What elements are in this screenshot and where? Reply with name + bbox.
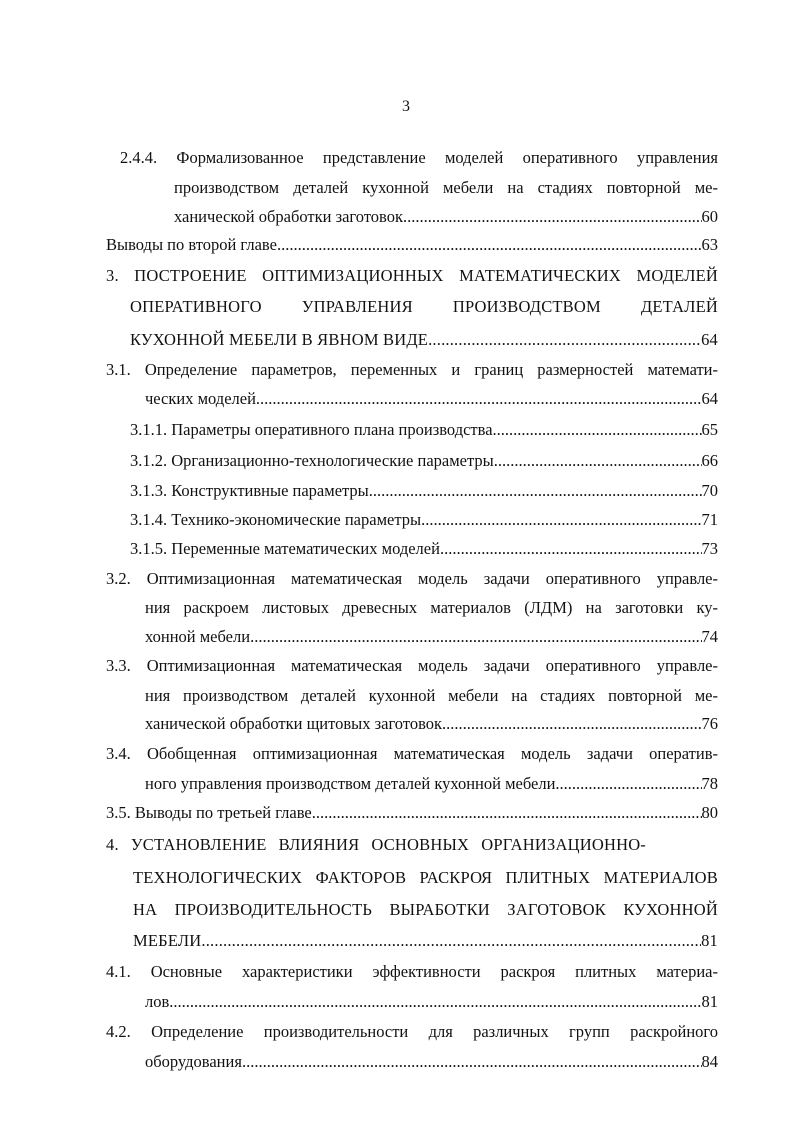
toc-page-number: 60: [701, 207, 718, 226]
dot-leader: [440, 539, 702, 559]
toc-entry-text: 3.4. Обобщенная оптимизационная математическая модель задачи оператив-: [106, 744, 718, 763]
toc-entry-text: 3.3. Оптимизационная математическая модель задачи оперативного управле-: [106, 656, 718, 675]
toc-page-number: 63: [701, 235, 718, 254]
toc-leader-line: [130, 330, 718, 350]
dot-leader: [555, 774, 701, 794]
toc-entry-text: 4.2. Определение производительности для различных групп раскройного: [106, 1022, 718, 1041]
toc-leader-line: [106, 235, 718, 255]
toc-entry-text: ния производством деталей кухонной мебели на стадиях повторной ме-: [145, 686, 718, 705]
dot-leader: [494, 451, 702, 471]
toc-entry-text: 3.1.3. Конструктивные параметры: [130, 481, 369, 500]
toc-page-number: 73: [701, 539, 718, 558]
dot-leader: [442, 714, 701, 734]
toc-entry-text: ния раскроем листовых древесных материалов (ЛДМ) на заготовки ку-: [145, 598, 718, 617]
toc-page-number: 76: [701, 714, 718, 733]
toc-chapter-title: КУХОННОЙ МЕБЕЛИ В ЯВНОМ ВИДЕ: [130, 330, 429, 349]
toc-entry-text: ханической обработки заготовок: [174, 207, 404, 226]
toc-page-number: 84: [701, 1052, 718, 1071]
toc-entry-text: ханической обработки щитовых заготовок: [145, 714, 443, 733]
toc-chapter-title: 4. УСТАНОВЛЕНИЕ ВЛИЯНИЯ ОСНОВНЫХ ОРГАНИЗАЦИОННО-: [106, 835, 646, 854]
toc-chapter-title: НА ПРОИЗВОДИТЕЛЬНОСТЬ ВЫРАБОТКИ ЗАГОТОВОК КУХОННОЙ: [133, 900, 718, 919]
toc-page-number: 81: [701, 931, 718, 950]
toc-leader-line: [145, 1052, 718, 1072]
toc-leader-line: [174, 207, 718, 227]
dot-leader: [312, 803, 702, 823]
toc-leader-line: [145, 774, 718, 794]
toc-entry-text: оборудования: [145, 1052, 242, 1071]
toc-entry-text: 3.2. Оптимизационная математическая модель задачи оперативного управле-: [106, 569, 718, 588]
toc-entry-3-1-1[interactable]: [130, 420, 718, 440]
toc-page-number: 81: [701, 992, 718, 1011]
dot-leader: [201, 931, 701, 951]
toc-entry-text: 3.1.1. Параметры оперативного плана производства: [130, 420, 493, 439]
toc-entry-text: 3.1.4. Технико-экономические параметры: [130, 510, 422, 529]
toc-entry-text: 3.1. Определение параметров, переменных и границ размерностей математи-: [106, 360, 718, 379]
toc-page-number: 70: [701, 481, 718, 500]
toc-leader-line: [145, 389, 718, 409]
dot-leader: [493, 420, 702, 440]
dot-leader: [403, 207, 701, 227]
toc-entry-text: лов: [145, 992, 170, 1011]
dot-leader: [428, 330, 701, 350]
toc-leader-line: [145, 992, 718, 1012]
dot-leader: [256, 389, 702, 409]
toc-chapter-title: 3. ПОСТРОЕНИЕ ОПТИМИЗАЦИОННЫХ МАТЕМАТИЧЕСКИХ МОДЕЛЕЙ: [106, 266, 718, 285]
toc-chapter-title: МЕБЕЛИ: [133, 931, 202, 950]
toc-leader-line: [133, 931, 718, 951]
toc-page-number: 71: [701, 510, 718, 529]
toc-entry-text: 2.4.4. Формализованное представление моделей оперативного управления: [120, 148, 718, 167]
toc-page-number: 66: [701, 451, 718, 470]
toc-entry-3-1-3[interactable]: [130, 481, 718, 501]
toc-page-number: 74: [701, 627, 718, 646]
toc-entry-text: 4.1. Основные характеристики эффективности раскроя плитных материа-: [106, 962, 718, 981]
toc-entry-text: 3.1.2. Организационно-технологические параметры: [130, 451, 494, 470]
toc-entry-text: Выводы по второй главе: [106, 235, 277, 254]
toc-entry-text: производством деталей кухонной мебели на стадиях повторной ме-: [174, 178, 718, 197]
toc-entry-3-1-5[interactable]: [130, 539, 718, 559]
toc-chapter-title: ТЕХНОЛОГИЧЕСКИХ ФАКТОРОВ РАСКРОЯ ПЛИТНЫХ МАТЕРИАЛОВ: [133, 868, 718, 887]
dot-leader: [169, 992, 701, 1012]
toc-entry-text: ного управления производством деталей кухонной мебели: [145, 774, 556, 793]
dot-leader: [369, 481, 702, 501]
dot-leader: [277, 235, 702, 255]
toc-entry-3-1-4[interactable]: [130, 510, 718, 530]
dot-leader: [421, 510, 701, 530]
toc-page-number: 78: [701, 774, 718, 793]
toc-leader-line: [145, 627, 718, 647]
toc-page-number: 64: [701, 330, 718, 349]
toc-entry-3-1-2[interactable]: [130, 451, 718, 471]
toc-page-number: 65: [701, 420, 718, 439]
toc-entry-text: 3.1.5. Переменные математических моделей: [130, 539, 440, 558]
dot-leader: [242, 1052, 702, 1072]
toc-entry-text: 3.5. Выводы по третьей главе: [106, 803, 312, 822]
toc-page-number: 64: [701, 389, 718, 408]
toc-chapter-title: ОПЕРАТИВНОГО УПРАВЛЕНИЯ ПРОИЗВОДСТВОМ ДЕТАЛЕЙ: [130, 297, 718, 316]
toc-leader-line: [145, 714, 718, 734]
toc-page-number: 80: [701, 803, 718, 822]
page-number: 3: [402, 98, 410, 115]
toc-entry-text: ческих моделей: [145, 389, 256, 408]
toc-entry-3-5[interactable]: [106, 803, 718, 823]
toc-entry-text: хонной мебели: [145, 627, 251, 646]
dot-leader: [250, 627, 701, 647]
